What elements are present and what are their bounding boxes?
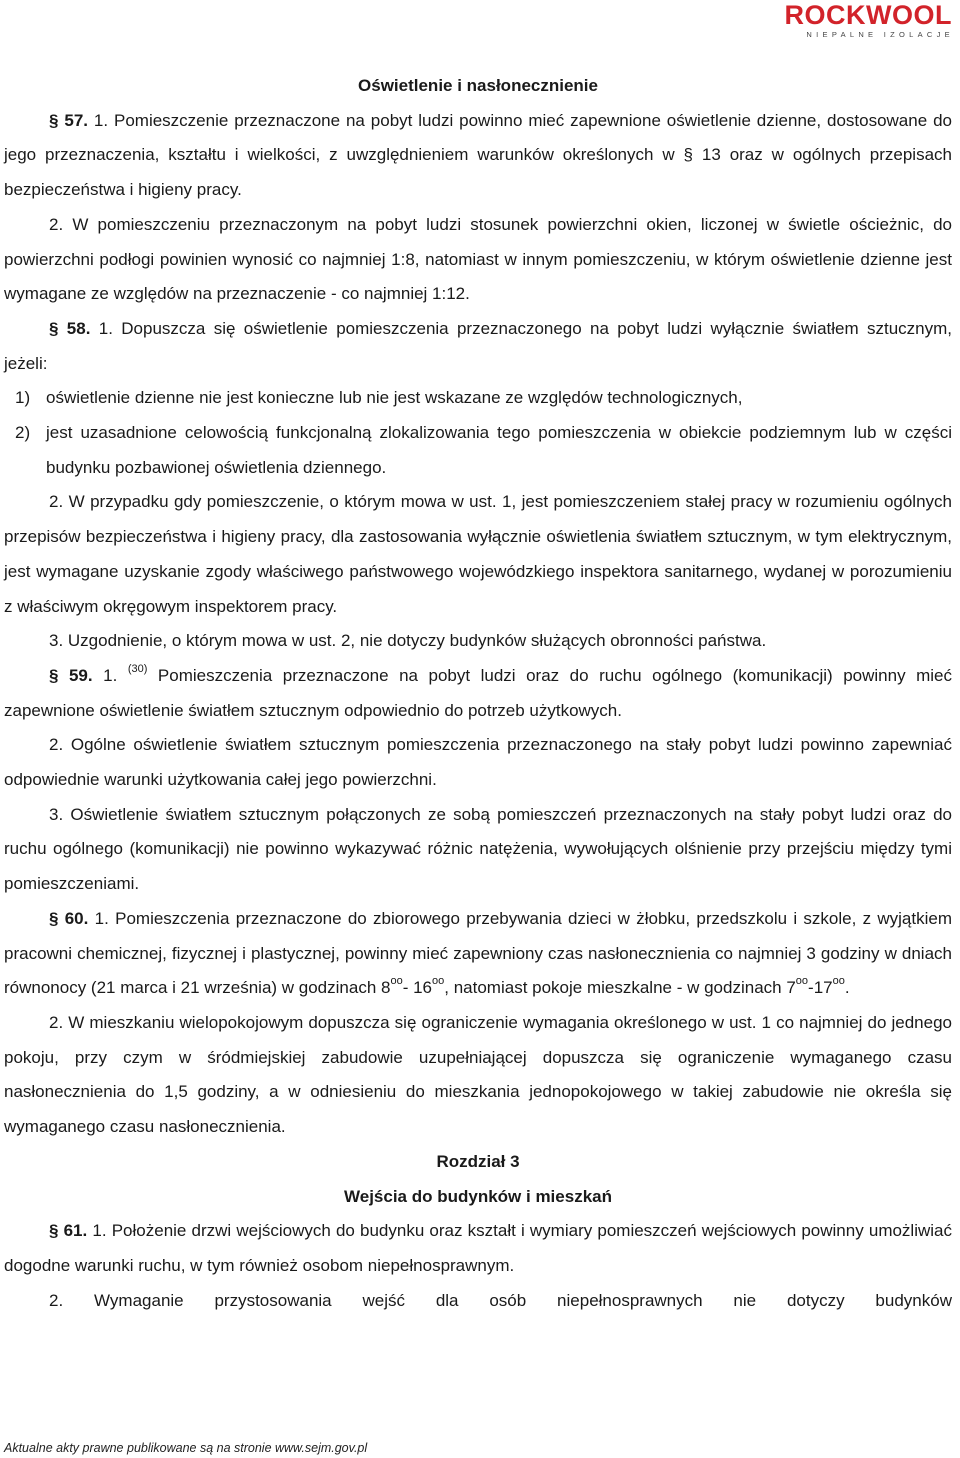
paragraph-58-3: 3. Uzgodnienie, o którym mowa w ust. 2, nie dotyczy budynków służących obronności państwa. xyxy=(49,631,767,651)
paragraph-59-1 xyxy=(4,659,952,728)
chapter-label: Rozdział 3 xyxy=(436,1151,520,1171)
paragraph-text: . xyxy=(844,978,850,998)
paragraph-text: 1. Dopuszcza się oświetlenie pomieszczenia przeznaczonego na pobyt ludzi wyłącznie światłem sztucznym, jeżeli: xyxy=(4,318,952,373)
footer-note: Aktualne akty prawne publikowane są na stronie www.sejm.gov.pl xyxy=(4,1441,368,1455)
section-number: § 59. xyxy=(49,665,93,685)
section-number: § 57. xyxy=(49,110,88,130)
paragraph-59-3: 3. Oświetlenie światłem sztucznym połączonych ze sobą pomieszczeń przeznaczonych na stały pobyt ludzi oraz do ruchu ogólnego (komunikacji) nie powinno wykazywać różnic natężenia, wywołujących olśnienie przy przejściu między tymi pomieszczeniami. xyxy=(4,804,952,894)
section-number: § 60. xyxy=(49,908,89,928)
paragraph-text: 1. Pomieszczenie przeznaczone na pobyt ludzi powinno mieć zapewnione oświetlenie dzienne, dostosowane do jego przeznaczenia, kształtu i wielkości, z uwzględnieniem warunków określonych w § 13 oraz w ogólnych przepisach bezpieczeństwa i higieny pracy. xyxy=(4,110,952,200)
footnote-reference: (30) xyxy=(127,662,148,675)
paragraph-59-2: 2. Ogólne oświetlenie światłem sztucznym pomieszczenia przeznaczonego na stały pobyt ludzi powinno zapewniać odpowiednie warunki użytkowania całej jego powierzchni. xyxy=(4,735,952,790)
paragraph-text: -17 xyxy=(808,978,833,998)
paragraph-61-2: 2. Wymaganie przystosowania wejść dla osób niepełnosprawnych nie dotyczy budynków xyxy=(49,1290,952,1310)
logo-tagline: NIEPALNE IZOLACJE xyxy=(806,30,954,39)
paragraph-text: Pomieszczenia przeznaczone na pobyt ludzi oraz do ruchu ogólnego (komunikacji) powinny mieć zapewnione oświetlenie światłem sztucznym odpowiednio do potrzeb użytkowych. xyxy=(4,665,952,720)
paragraph-57-2: 2. W pomieszczeniu przeznaczonym na pobyt ludzi stosunek powierzchni okien, liczonej w świetle ościeżnic, do powierzchni podłogi powinien wynosić co najmniej 1:8, natomiast w innym pomieszczeniu, w którym oświetlenie dzienne jest wymagane ze względów na przeznaczenie - co najmniej 1:12. xyxy=(4,214,952,304)
rockwool-logo xyxy=(777,0,952,40)
list-item-text: jest uzasadnione celowością funkcjonalną zlokalizowania tego pomieszczenia w obiekcie podziemnym lub w części budynku pozbawionej oświetlenia dziennego. xyxy=(46,423,952,477)
paragraph-58-1 xyxy=(4,312,952,381)
list-item xyxy=(4,416,952,485)
paragraph-61-1 xyxy=(4,1214,952,1283)
list-item-text: oświetlenie dzienne nie jest konieczne lub nie jest wskazane ze względów technologicznych, xyxy=(46,388,743,408)
paragraph-text: - 16 xyxy=(402,978,433,998)
section-number: § 58. xyxy=(49,318,91,338)
paragraph-60-1 xyxy=(4,902,952,1006)
superscript: oo xyxy=(795,975,809,988)
superscript: oo xyxy=(432,975,445,988)
section-number: § 61. xyxy=(49,1221,88,1241)
document-body xyxy=(4,69,952,1318)
logo-brand: ROCKWOOL xyxy=(784,0,952,30)
paragraph-number: 1. xyxy=(103,665,118,685)
list-item-number: 2) xyxy=(15,423,31,443)
paragraph-text: , natomiast pokoje mieszkalne - w godzinach 7 xyxy=(444,978,796,998)
chapter-title: Wejścia do budynków i mieszkań xyxy=(344,1186,612,1206)
paragraph-57-1 xyxy=(4,104,952,208)
list-item-number: 1) xyxy=(15,388,31,408)
superscript: oo xyxy=(390,975,403,988)
paragraph-text: 1. Położenie drzwi wejściowych do budynku oraz kształt i wymiary pomieszczeń wejściowych powinny umożliwiać dogodne warunki ruchu, w tym również osobom niepełnosprawnym. xyxy=(4,1221,952,1275)
list-item xyxy=(4,381,952,416)
paragraph-60-2: 2. W mieszkaniu wielopokojowym dopuszcza się ograniczenie wymagania określonego w ust. 1 co najmniej do jednego pokoju, przy czym w śródmiejskiej zabudowie uzupełniającej dopuszcza się ograniczenie wymaganego czasu nasłonecznienia do 1,5 godziny, a w odniesieniu do mieszkania jednopokojowego w takiej zabudowie nie określa się wymaganego czasu nasłonecznienia. xyxy=(4,1012,952,1137)
section-heading: Oświetlenie i nasłonecznienie xyxy=(358,76,598,95)
paragraph-text: 1. Pomieszczenia przeznaczone do zbiorowego przebywania dzieci w żłobku, przedszkolu i szkole, z wyjątkiem pracowni chemicznej, fizycznej i plastycznej, powinny mieć zapewniony czas nasłonecznienia co najmniej 3 godziny w dniach równonocy (21 marca i 21 września) w godzinach 8 xyxy=(4,908,953,998)
paragraph-58-2: 2. W przypadku gdy pomieszczenie, o którym mowa w ust. 1, jest pomieszczeniem stałej pracy w rozumieniu ogólnych przepisów bezpieczeństwa i higieny pracy, dla zastosowania wyłącznie oświetlenia światłem sztucznym, w tym elektrycznym, jest wymagane uzyskanie zgody właściwego państwowego wojewódzkiego inspektora sanitarnego, wydanej w porozumieniu z właściwym okręgowym inspektorem pracy. xyxy=(4,492,952,616)
superscript: oo xyxy=(832,975,845,988)
